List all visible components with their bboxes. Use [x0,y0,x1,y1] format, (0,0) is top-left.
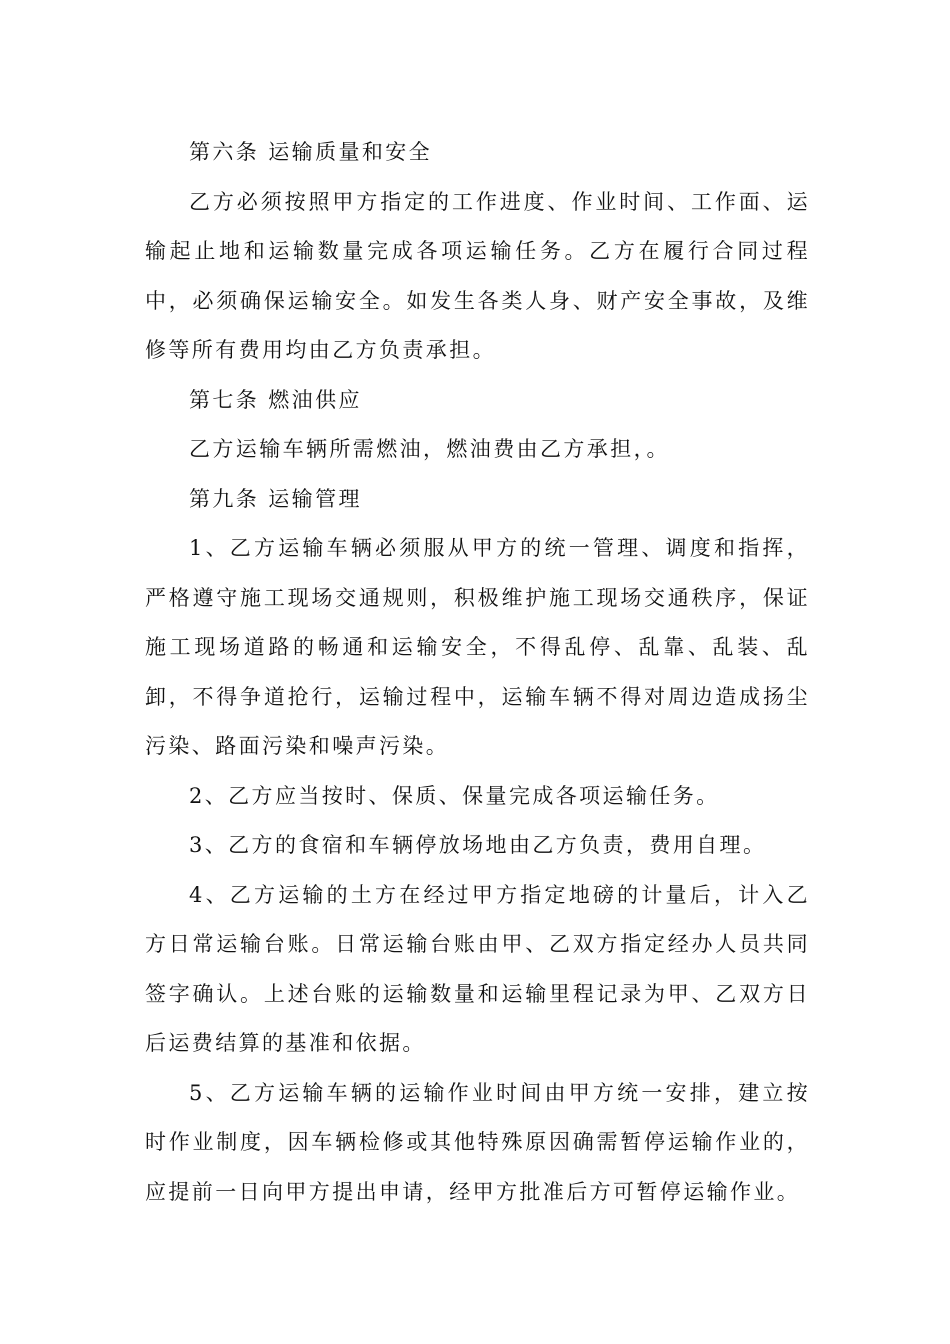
paragraph-management-item-2: 2、乙方应当按时、保质、保量完成各项运输任务。 [189,783,720,808]
paragraph-management-item-4: 4、乙方运输的土方在经过甲方指定地磅的计量后，计入乙方日常运输台账。日常运输台账由甲、乙双方指定经办人员共同签字确认。上述台账的运输数量和运输里程记录为甲、乙双方日后运费结算的基准和依据。 [145,882,810,1055]
heading-article-9: 第九条 运输管理 [189,486,362,511]
document-body [145,128,810,1217]
paragraph-management-item-3: 3、乙方的食宿和车辆停放场地由乙方负责，费用自理。 [189,833,767,857]
heading-article-6: 第六条 运输质量和安全 [189,140,433,164]
paragraph-transport-quality: 乙方必须按照甲方指定的工作进度、作业时间、工作面、运输起止地和运输数量完成各项运输任务。乙方在履行合同过程中，必须确保运输安全。如发生各类人身、财产安全事故，及维修等所有费用均由乙方负责承担。 [145,189,810,362]
paragraph-management-item-1: 1、乙方运输车辆必须服从甲方的统一管理、调度和指挥，严格遵守施工现场交通规则，积极维护施工现场交通秩序，保证施工现场道路的畅通和运输安全，不得乱停、乱靠、乱装、乱卸，不得争道抢行，运输过程中，运输车辆不得对周边造成扬尘污染、路面污染和噪声污染。 [145,536,810,758]
paragraph-management-item-5: 5、乙方运输车辆的运输作业时间由甲方统一安排，建立按时作业制度，因车辆检修或其他特殊原因确需暂停运输作业的，应提前一日向甲方提出申请，经甲方批准后方可暂停运输作业。 [145,1080,810,1204]
heading-article-7: 第七条 燃油供应 [189,387,362,412]
paragraph-fuel-supply: 乙方运输车辆所需燃油，燃油费由乙方承担，。 [189,437,670,461]
